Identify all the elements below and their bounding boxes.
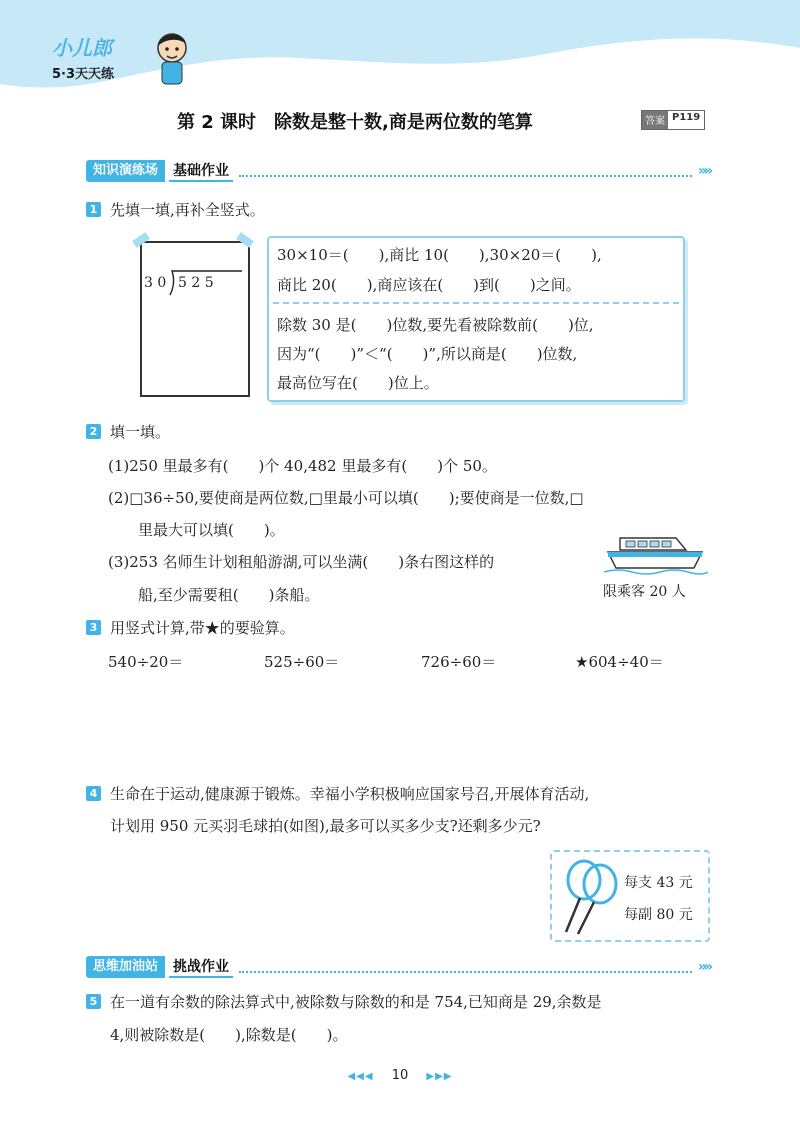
calc-expression: 525÷60＝	[264, 653, 340, 671]
racket-price-card	[550, 850, 710, 942]
brand-logo: 小儿郎	[52, 36, 112, 60]
lesson-title: 第 2 课时 除数是整十数,商是两位数的笔算	[177, 112, 533, 133]
question-number: 3	[86, 620, 101, 635]
badminton-racket-icon	[558, 856, 624, 936]
long-division-card	[140, 241, 250, 397]
calc-expression: ★604÷40＝	[575, 653, 664, 671]
section-badge: 知识演练场	[86, 160, 165, 182]
answer-key-label: 答案	[642, 111, 668, 129]
section-divider	[239, 165, 692, 177]
page-number: 10	[391, 1068, 409, 1083]
dividend: 5 2 5	[178, 275, 214, 291]
answer-key-page: P119	[672, 112, 701, 123]
section-divider	[239, 961, 692, 973]
section-badge: 思维加油站	[86, 956, 165, 978]
question-number: 4	[86, 786, 101, 801]
brand-block	[52, 32, 114, 82]
section-label: 基础作业	[169, 160, 233, 182]
sub-question: (2)□36÷50,要使商是两位数,□里最小可以填( );要使商是一位数,□	[108, 489, 584, 507]
sub-question: (1)250 里最多有( )个 40,482 里最多有( )个 50。	[108, 457, 497, 475]
fill-line: 因为“( )”＜“( )”,所以商是( )位数,	[277, 345, 578, 363]
next-arrows-icon: ▶▶▶	[426, 1071, 453, 1082]
calc-expression: 726÷60＝	[421, 653, 497, 671]
answer-key-tag	[641, 110, 705, 130]
price-single: 每支 43 元	[624, 875, 693, 891]
question-line: 4,则被除数是( ),除数是( )。	[110, 1026, 348, 1044]
fill-line: 最高位写在( )位上。	[277, 374, 439, 392]
fill-in-box	[267, 236, 685, 402]
mascot-boy-icon	[152, 28, 192, 88]
brand-series: 5·3天天练	[52, 67, 115, 82]
section-label: 挑战作业	[169, 956, 233, 978]
question-line: 生命在于运动,健康源于锻炼。幸福小学积极响应国家号召,开展体育活动,	[110, 785, 590, 803]
header-wave	[0, 0, 800, 110]
page-footer	[0, 1068, 800, 1083]
question-line: 计划用 950 元买羽毛球拍(如图),最多可以买多少支?还剩多少元?	[110, 817, 541, 835]
boat-icon	[604, 528, 708, 582]
question-number: 2	[86, 424, 101, 439]
sub-question: (3)253 名师生计划租船游湖,可以坐满( )条右图这样的	[108, 553, 495, 571]
sub-question-cont: 船,至少需要租( )条船。	[138, 586, 320, 604]
chevrons-right-icon: »»	[697, 163, 710, 179]
calc-expression: 540÷20＝	[108, 653, 184, 671]
sub-question-cont: 里最大可以填( )。	[138, 521, 285, 539]
divisor: 3 0	[144, 275, 167, 291]
question-line: 在一道有余数的除法算式中,被除数与除数的和是 754,已知商是 29,余数是	[110, 993, 602, 1011]
section-challenge-header	[86, 956, 710, 978]
price-pair: 每副 80 元	[624, 907, 693, 923]
section-basic-header	[86, 160, 710, 182]
boat-caption: 限乘客 20 人	[603, 584, 686, 600]
fill-line: 30×10＝( ),商比 10( ),30×20＝( ),	[277, 246, 602, 264]
question-number: 1	[86, 202, 101, 217]
chevrons-right-icon: »»	[697, 959, 710, 975]
fill-line: 除数 30 是( )位数,要先看被除数前( )位,	[277, 316, 594, 334]
fill-line: 商比 20( ),商应该在( )到( )之间。	[277, 276, 581, 294]
question-prompt: 用竖式计算,带★的要验算。	[110, 619, 295, 637]
question-prompt: 填一填。	[110, 423, 171, 441]
question-prompt: 先填一填,再补全竖式。	[110, 201, 265, 219]
question-number: 5	[86, 994, 101, 1009]
prev-arrows-icon: ◀◀◀	[347, 1071, 374, 1082]
dashed-divider	[273, 302, 679, 304]
